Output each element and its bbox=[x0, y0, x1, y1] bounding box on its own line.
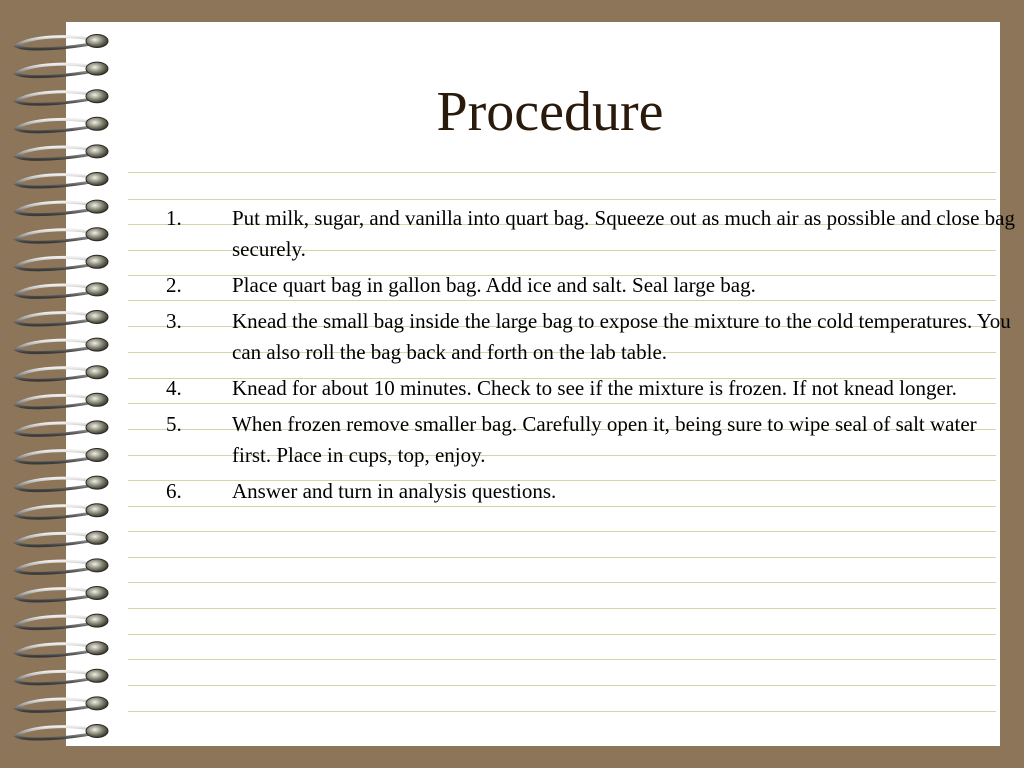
procedure-step-4 bbox=[166, 373, 1016, 404]
spiral-coil bbox=[16, 338, 108, 353]
rule-line bbox=[128, 172, 996, 173]
spiral-coil bbox=[16, 145, 108, 160]
step-text: Place quart bag in gallon bag. Add ice and salt. Seal large bag. bbox=[232, 273, 756, 297]
step-number: 1. bbox=[166, 206, 182, 230]
spiral-coil bbox=[16, 35, 108, 50]
spiral-coil bbox=[16, 559, 108, 574]
spiral-coil bbox=[16, 614, 108, 629]
step-number: 2. bbox=[166, 273, 182, 297]
procedure-steps bbox=[166, 203, 1016, 512]
spiral-coil bbox=[16, 504, 108, 519]
spiral-coil bbox=[16, 642, 108, 657]
rule-line bbox=[128, 557, 996, 558]
spiral-coil bbox=[16, 173, 108, 188]
step-text: Answer and turn in analysis questions. bbox=[232, 479, 557, 503]
slide-title: Procedure bbox=[436, 81, 664, 143]
spiral-coil bbox=[16, 725, 108, 740]
procedure-step-5 bbox=[166, 409, 1016, 471]
spiral-coil bbox=[16, 697, 108, 712]
rule-line bbox=[128, 685, 996, 686]
spiral-coil bbox=[16, 393, 108, 408]
spiral-coil bbox=[16, 587, 108, 602]
rule-line bbox=[128, 608, 996, 609]
step-number: 5. bbox=[166, 412, 182, 436]
step-text: Knead the small bag inside the large bag to expose the mixture to the cold temperatures. You can also roll the bag back and forth on the lab table. bbox=[232, 309, 1011, 364]
spiral-coil bbox=[16, 366, 108, 381]
step-number: 6. bbox=[166, 479, 182, 503]
spiral-coil bbox=[16, 255, 108, 270]
spiral-coil bbox=[16, 421, 108, 436]
spiral-coil bbox=[16, 531, 108, 546]
step-text: Put milk, sugar, and vanilla into quart bag. Squeeze out as much air as possible and close bag securely. bbox=[232, 206, 1015, 261]
step-number: 3. bbox=[166, 309, 182, 333]
rule-line bbox=[128, 531, 996, 532]
step-text: When frozen remove smaller bag. Carefully open it, being sure to wipe seal of salt water first. Place in cups, top, enjoy. bbox=[232, 412, 977, 467]
rule-line bbox=[128, 659, 996, 660]
rule-line bbox=[128, 634, 996, 635]
spiral-coil bbox=[16, 449, 108, 464]
procedure-step-3 bbox=[166, 306, 1016, 368]
spiral-coil bbox=[16, 669, 108, 684]
rule-line bbox=[128, 711, 996, 712]
step-number: 4. bbox=[166, 376, 182, 400]
procedure-step-6 bbox=[166, 476, 1016, 507]
step-text: Knead for about 10 minutes. Check to see if the mixture is frozen. If not knead longer. bbox=[232, 376, 957, 400]
spiral-coil bbox=[16, 311, 108, 326]
rule-line bbox=[128, 582, 996, 583]
spiral-coil bbox=[16, 476, 108, 491]
spiral-coil bbox=[16, 283, 108, 298]
spiral-coil bbox=[16, 228, 108, 243]
procedure-step-2 bbox=[166, 270, 1016, 301]
spiral-coil bbox=[16, 62, 108, 77]
spiral-coil bbox=[16, 200, 108, 215]
procedure-step-1 bbox=[166, 203, 1016, 265]
rule-line bbox=[128, 199, 996, 200]
